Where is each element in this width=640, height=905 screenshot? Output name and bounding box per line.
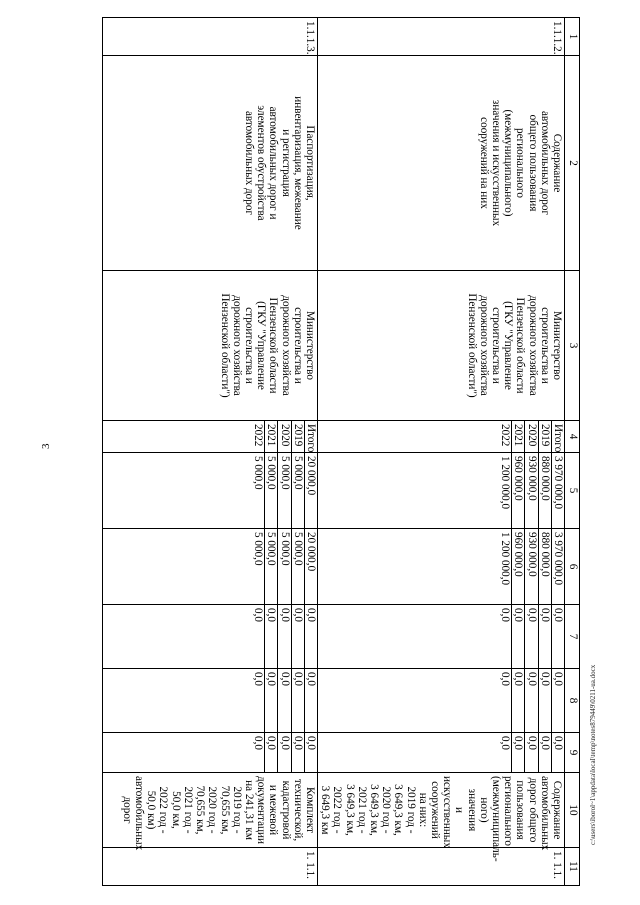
value: 0,0 — [264, 733, 277, 772]
header-cell: 1 — [565, 18, 580, 56]
row-number: 1.1.1.2. — [317, 18, 564, 56]
header-cell: 6 — [565, 529, 580, 605]
year-label: Итого — [551, 421, 564, 452]
value: 0,0 — [551, 669, 564, 732]
header-cell: 4 — [565, 421, 580, 453]
value: 930 000,0 — [524, 453, 537, 528]
year-label: 2019 — [538, 421, 551, 452]
total-funding-cell — [102, 453, 317, 529]
value: 0,0 — [304, 669, 317, 732]
value: 0,0 — [524, 733, 537, 772]
value: 930 000,0 — [524, 529, 537, 604]
year-label: 2020 — [277, 421, 290, 452]
header-cell: 3 — [565, 271, 580, 421]
value: 0,0 — [291, 669, 304, 732]
header-cell: 11 — [565, 848, 580, 886]
value: 5 000,0 — [264, 453, 277, 528]
expected-result: Комплект технической, кадастровой и межевой документации на 241,31 км 2019 год - 70,655 км, 2020 год - 70,655 км, 2021 год - 50,0 км, 2022 год - 50,0 км) автомобильных дорог — [102, 773, 317, 848]
value: 5 000,0 — [291, 529, 304, 604]
value: 0,0 — [252, 736, 265, 750]
executor: Министерство строительства и дорожного хозяйства Пензенской области (ГКУ "Управление строительства и дорожного хозяйства Пензенской области") — [102, 271, 317, 421]
funding-cell-8 — [317, 669, 564, 733]
value: 0,0 — [277, 733, 290, 772]
funding-cell-9 — [102, 733, 317, 773]
value: 960 000,0 — [511, 453, 524, 528]
value: 0,0 — [499, 672, 512, 686]
year-label: 2020 — [524, 421, 537, 452]
value: 0,0 — [291, 605, 304, 668]
value: 0,0 — [291, 733, 304, 772]
event-name: Паспортизация, инвентаризация, межевание и регистрация автомобильных дорог и элементов обустройства автомобильных дорог — [102, 56, 317, 271]
header-row — [565, 18, 580, 886]
value: 0,0 — [277, 669, 290, 732]
value: 3 970 000,0 — [551, 529, 564, 604]
value: 0,0 — [551, 605, 564, 668]
value: 0,0 — [304, 605, 317, 668]
funding-cell-7 — [317, 605, 564, 669]
regional-funding-cell — [317, 529, 564, 605]
event-name: Содержание автомобильных дорог общего пользования регионального (межмуниципального) значения и искусственных сооружений на них — [317, 56, 564, 271]
year-label: 2019 — [291, 421, 304, 452]
value: 0,0 — [252, 672, 265, 686]
value: 0,0 — [511, 669, 524, 732]
value: 0,0 — [511, 605, 524, 668]
value: 0,0 — [499, 608, 512, 622]
value: 960 000,0 — [511, 529, 524, 604]
value: 0,0 — [538, 669, 551, 732]
value: 1 200 000,0 — [499, 532, 512, 586]
header-cell: 8 — [565, 669, 580, 733]
expected-result: Содержание автомобильных дорог общего пользования регионального (межмуниципаль- ного) значения и искусственных сооружений на них: 2019 год - 3 649,3 км, 2020 год - 3 649,3 км, 2021 год - 3 649,3 км, 2022 год - 3 649,3 км — [317, 773, 564, 848]
value: 880 000,0 — [538, 529, 551, 604]
value: 3 970 000,0 — [551, 453, 564, 528]
regional-funding-cell — [102, 529, 317, 605]
value: 0,0 — [524, 669, 537, 732]
year-label: Итого — [304, 421, 317, 452]
value: 0,0 — [524, 605, 537, 668]
header-cell: 9 — [565, 733, 580, 773]
table-row — [102, 18, 317, 886]
footer-file-path: c:\users\iborol~1\appdata\local\temp\notes879449\0211-ua.docx — [589, 664, 597, 845]
value: 20 000,0 — [304, 529, 317, 604]
value: 0,0 — [551, 733, 564, 772]
table-row — [317, 18, 564, 886]
funding-cell-7 — [102, 605, 317, 669]
value: 1 200 000,0 — [499, 456, 512, 510]
value: 0,0 — [511, 733, 524, 772]
row-number: 1.1.1.3. — [102, 18, 317, 56]
value: 0,0 — [252, 608, 265, 622]
header-cell: 7 — [565, 605, 580, 669]
value: 5 000,0 — [291, 453, 304, 528]
years-cell — [317, 421, 564, 453]
value: 5 000,0 — [277, 453, 290, 528]
value: 0,0 — [538, 605, 551, 668]
total-funding-cell — [317, 453, 564, 529]
value: 0,0 — [538, 733, 551, 772]
funding-cell-8 — [102, 669, 317, 733]
value: 0,0 — [277, 605, 290, 668]
value: 0,0 — [304, 733, 317, 772]
year-label: 2021 — [511, 421, 524, 452]
page-number: 3 — [40, 443, 52, 449]
years-cell — [102, 421, 317, 453]
program-table — [102, 17, 580, 886]
year-label: 2022 — [252, 424, 265, 447]
value: 0,0 — [499, 736, 512, 750]
value: 5 000,0 — [252, 456, 265, 490]
value: 0,0 — [264, 605, 277, 668]
value: 0,0 — [264, 669, 277, 732]
funding-cell-9 — [317, 733, 564, 773]
value: 5 000,0 — [264, 529, 277, 604]
header-cell: 2 — [565, 56, 580, 271]
header-cell: 5 — [565, 453, 580, 529]
rotated-table-container — [108, 17, 580, 885]
indicator-link: 1. 1.1. — [317, 848, 564, 886]
header-cell: 10 — [565, 773, 580, 848]
value: 20 000,0 — [304, 453, 317, 528]
executor: Министерство строительства и дорожного хозяйства Пензенской области (ГКУ "Управление строительства и дорожного хозяйства Пензенской области") — [317, 271, 564, 421]
value: 880 000,0 — [538, 453, 551, 528]
year-label: 2021 — [264, 421, 277, 452]
value: 5 000,0 — [277, 529, 290, 604]
year-label: 2022 — [499, 424, 512, 447]
indicator-link: 1. 1.1. — [102, 848, 317, 886]
value: 5 000,0 — [252, 532, 265, 566]
